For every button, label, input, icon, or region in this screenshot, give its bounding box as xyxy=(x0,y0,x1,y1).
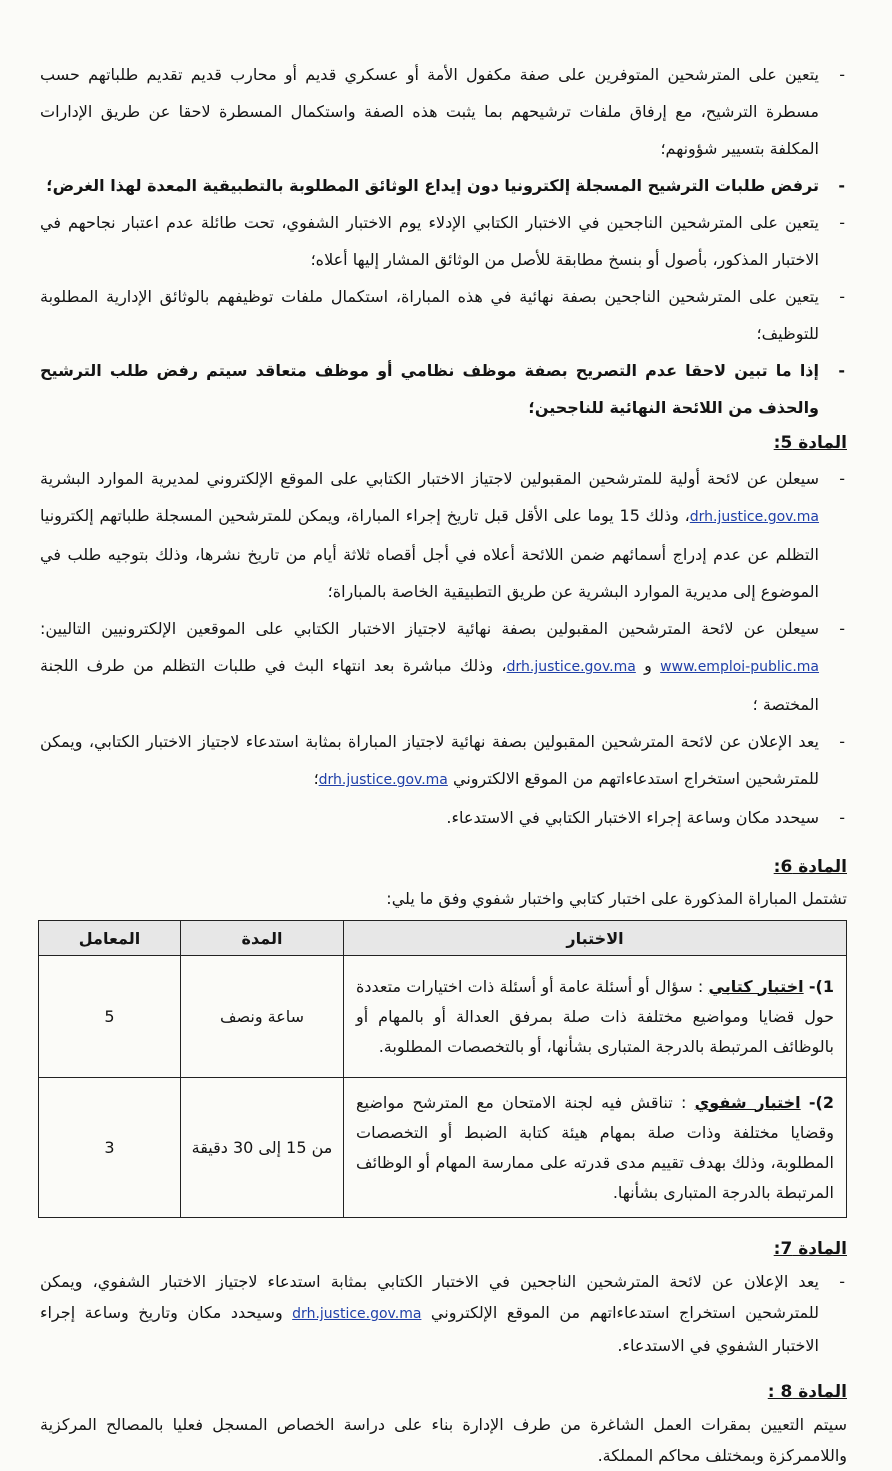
list-item xyxy=(40,610,847,723)
exam-number: 2)- xyxy=(808,1092,834,1112)
text: ، وذلك 15 يوما على الأقل قبل تاريخ إجراء المباراة، ويمكن للمترشحين المسجلة طلباتهم إلكترونيا التظلم عن عدم إدراج أسمائهم ضمن اللائحة أعلاه في أجل أقصاه ثلاثة أيام من تاريخ نشرها، وذلك بتوجيه طلب في الموضوع إلى مديرية الموارد البشرية عن طريق التطبيقية الخاصة بالمباراة؛ xyxy=(40,506,819,601)
coef-cell: 3 xyxy=(39,1078,181,1218)
text: ؛ xyxy=(313,769,319,788)
article-6-intro: تشتمل المباراة المذكورة على اختبار كتابي واختبار شفوي وفق ما يلي: xyxy=(386,889,847,908)
list-item: - ترفض طلبات الترشيح المسجلة إلكترونيا دون إيداع الوثائق المطلوبة بالتطبيقية المعدة لهذا الغرض؛ xyxy=(40,167,847,204)
article-7-title: المادة 7: xyxy=(773,1239,847,1259)
list-item: - يتعين على المترشحين الناجحين في الاختبار الكتابي الإدلاء يوم الاختبار الشفوي، تحت طائلة عدم اعتبار نجاحهم في الاختبار المذكور، بأصول أو بنسخ مطابقة للأصل من الوثائق المشار إليها أعلاه؛ xyxy=(40,204,847,278)
text: سيعلن عن لائحة أولية للمترشحين المقبولين لاجتياز الاختبار الكتابي على الموقع الإلكتروني لمديرية الموارد البشرية xyxy=(40,469,819,488)
text: و xyxy=(644,656,652,675)
list-item: - إذا ما تبين لاحقا عدم التصريح بصفة موظف نظامي أو موظف متعاقد سيتم رفض طلب الترشيح والحذف من اللائحة النهائية للناجحين؛ xyxy=(40,352,847,426)
text: سيعلن عن لائحة المترشحين المقبولين بصفة نهائية لاجتياز الاختبار الكتابي على الموقعين الإلكترونيين التاليين: xyxy=(40,619,819,638)
text: ، وذلك مباشرة بعد انتهاء البث في طلبات التظلم من طرف اللجنة المختصة ؛ xyxy=(40,656,819,714)
exam-description: : تناقش فيه لجنة الامتحان مع المترشح مواضيع وقضايا مختلفة وذات صلة بمهام هيئة كتابة الضبط أو التخصصات المطلوبة، وذلك بهدف تقييم مدى قدرته على ممارسة المهام أو الوظائف المرتبطة بالدرجة المتبارى بشأنها. xyxy=(356,1092,834,1202)
article-6-title: المادة 6: xyxy=(773,857,847,877)
header-duration: المدة xyxy=(181,921,344,956)
drh-link[interactable]: drh.justice.gov.ma xyxy=(689,509,820,525)
table-row xyxy=(39,956,847,1078)
table-row xyxy=(39,1078,847,1218)
exam-cell xyxy=(344,1078,847,1218)
duration-cell: ساعة ونصف xyxy=(181,956,344,1078)
exam-description: : سؤال أو أسئلة عامة أو أسئلة ذات اختيارات متعددة حول قضايا ومواضيع مختلفة ذات صلة بمرفق العدالة أو بالمهام أو بالوظائف المرتبطة بالدرجة المتبارى بشأنها، أو بالتخصصات المطلوبة. xyxy=(356,976,834,1056)
drh-link[interactable]: drh.justice.gov.ma xyxy=(506,659,636,675)
exam-number: 1)- xyxy=(808,976,834,996)
article-5-bullets xyxy=(40,460,847,836)
table-header-row xyxy=(39,921,847,956)
emploi-public-link[interactable]: www.emploi-public.ma xyxy=(660,659,820,675)
header-coef: المعامل xyxy=(39,921,181,956)
list-item: - يتعين على المترشحين المتوفرين على صفة مكفول الأمة أو عسكري قديم أو محارب قديم تقديم طلباتهم حسب مسطرة الترشيح، مع إرفاق ملفات ترشيحهم بما يثبت هذه الصفة واستكمال المسطرة لاحقا عن طريق الإدارات المكلفة بتسيير شؤونهم؛ xyxy=(40,56,847,167)
list-item xyxy=(40,723,847,799)
eligibility-bullets xyxy=(40,56,847,426)
text: وسيحدد مكان وتاريخ وساعة إجراء الاختبار الشفوي في الاستدعاء. xyxy=(40,1303,819,1355)
drh-link[interactable]: drh.justice.gov.ma xyxy=(318,772,448,788)
list-item: - سيحدد مكان وساعة إجراء الاختبار الكتابي في الاستدعاء. xyxy=(40,799,847,836)
exam-title: اختبار كتابي xyxy=(708,976,804,996)
article-5-title: المادة 5: xyxy=(773,433,847,453)
drh-link[interactable]: drh.justice.gov.ma xyxy=(292,1306,422,1322)
article-7-bullets xyxy=(40,1266,847,1361)
coef-cell: 5 xyxy=(39,956,181,1078)
list-item: - يتعين على المترشحين الناجحين بصفة نهائية في هذه المباراة، استكمال ملفات توظيفهم بالوثائق الإدارية المطلوبة للتوظيف؛ xyxy=(40,278,847,352)
list-item xyxy=(40,1266,847,1361)
exam-title: اختبار شفوي xyxy=(694,1092,801,1112)
text: يعد الإعلان عن لائحة المترشحين الناجحين في الاختبار الكتابي بمثابة استدعاء لاجتياز الاختبار الشفوي، ويمكن للمترشحين استخراج استدعاءاتهم من الموقع الإلكتروني xyxy=(40,1272,819,1322)
list-item xyxy=(40,460,847,610)
duration-cell: من 15 إلى 30 دقيقة xyxy=(181,1078,344,1218)
article-8-title: المادة 8 : xyxy=(767,1382,847,1402)
text: يعد الإعلان عن لائحة المترشحين المقبولين بصفة نهائية لاجتياز المباراة بمثابة استدعاء لاجتياز الاختبار الكتابي، ويمكن للمترشحين استخراج استدعاءاتهم من الموقع الالكتروني xyxy=(40,732,819,788)
header-exam: الاختبار xyxy=(344,921,847,956)
article-8-text: سيتم التعيين بمقرات العمل الشاغرة من طرف الإدارة بناء على دراسة الخصاص المسجل فعليا بالمصالح المركزية واللاممركزة وبمختلف محاكم المملكة. xyxy=(40,1415,847,1465)
exam-table xyxy=(38,920,847,1218)
exam-cell xyxy=(344,956,847,1078)
